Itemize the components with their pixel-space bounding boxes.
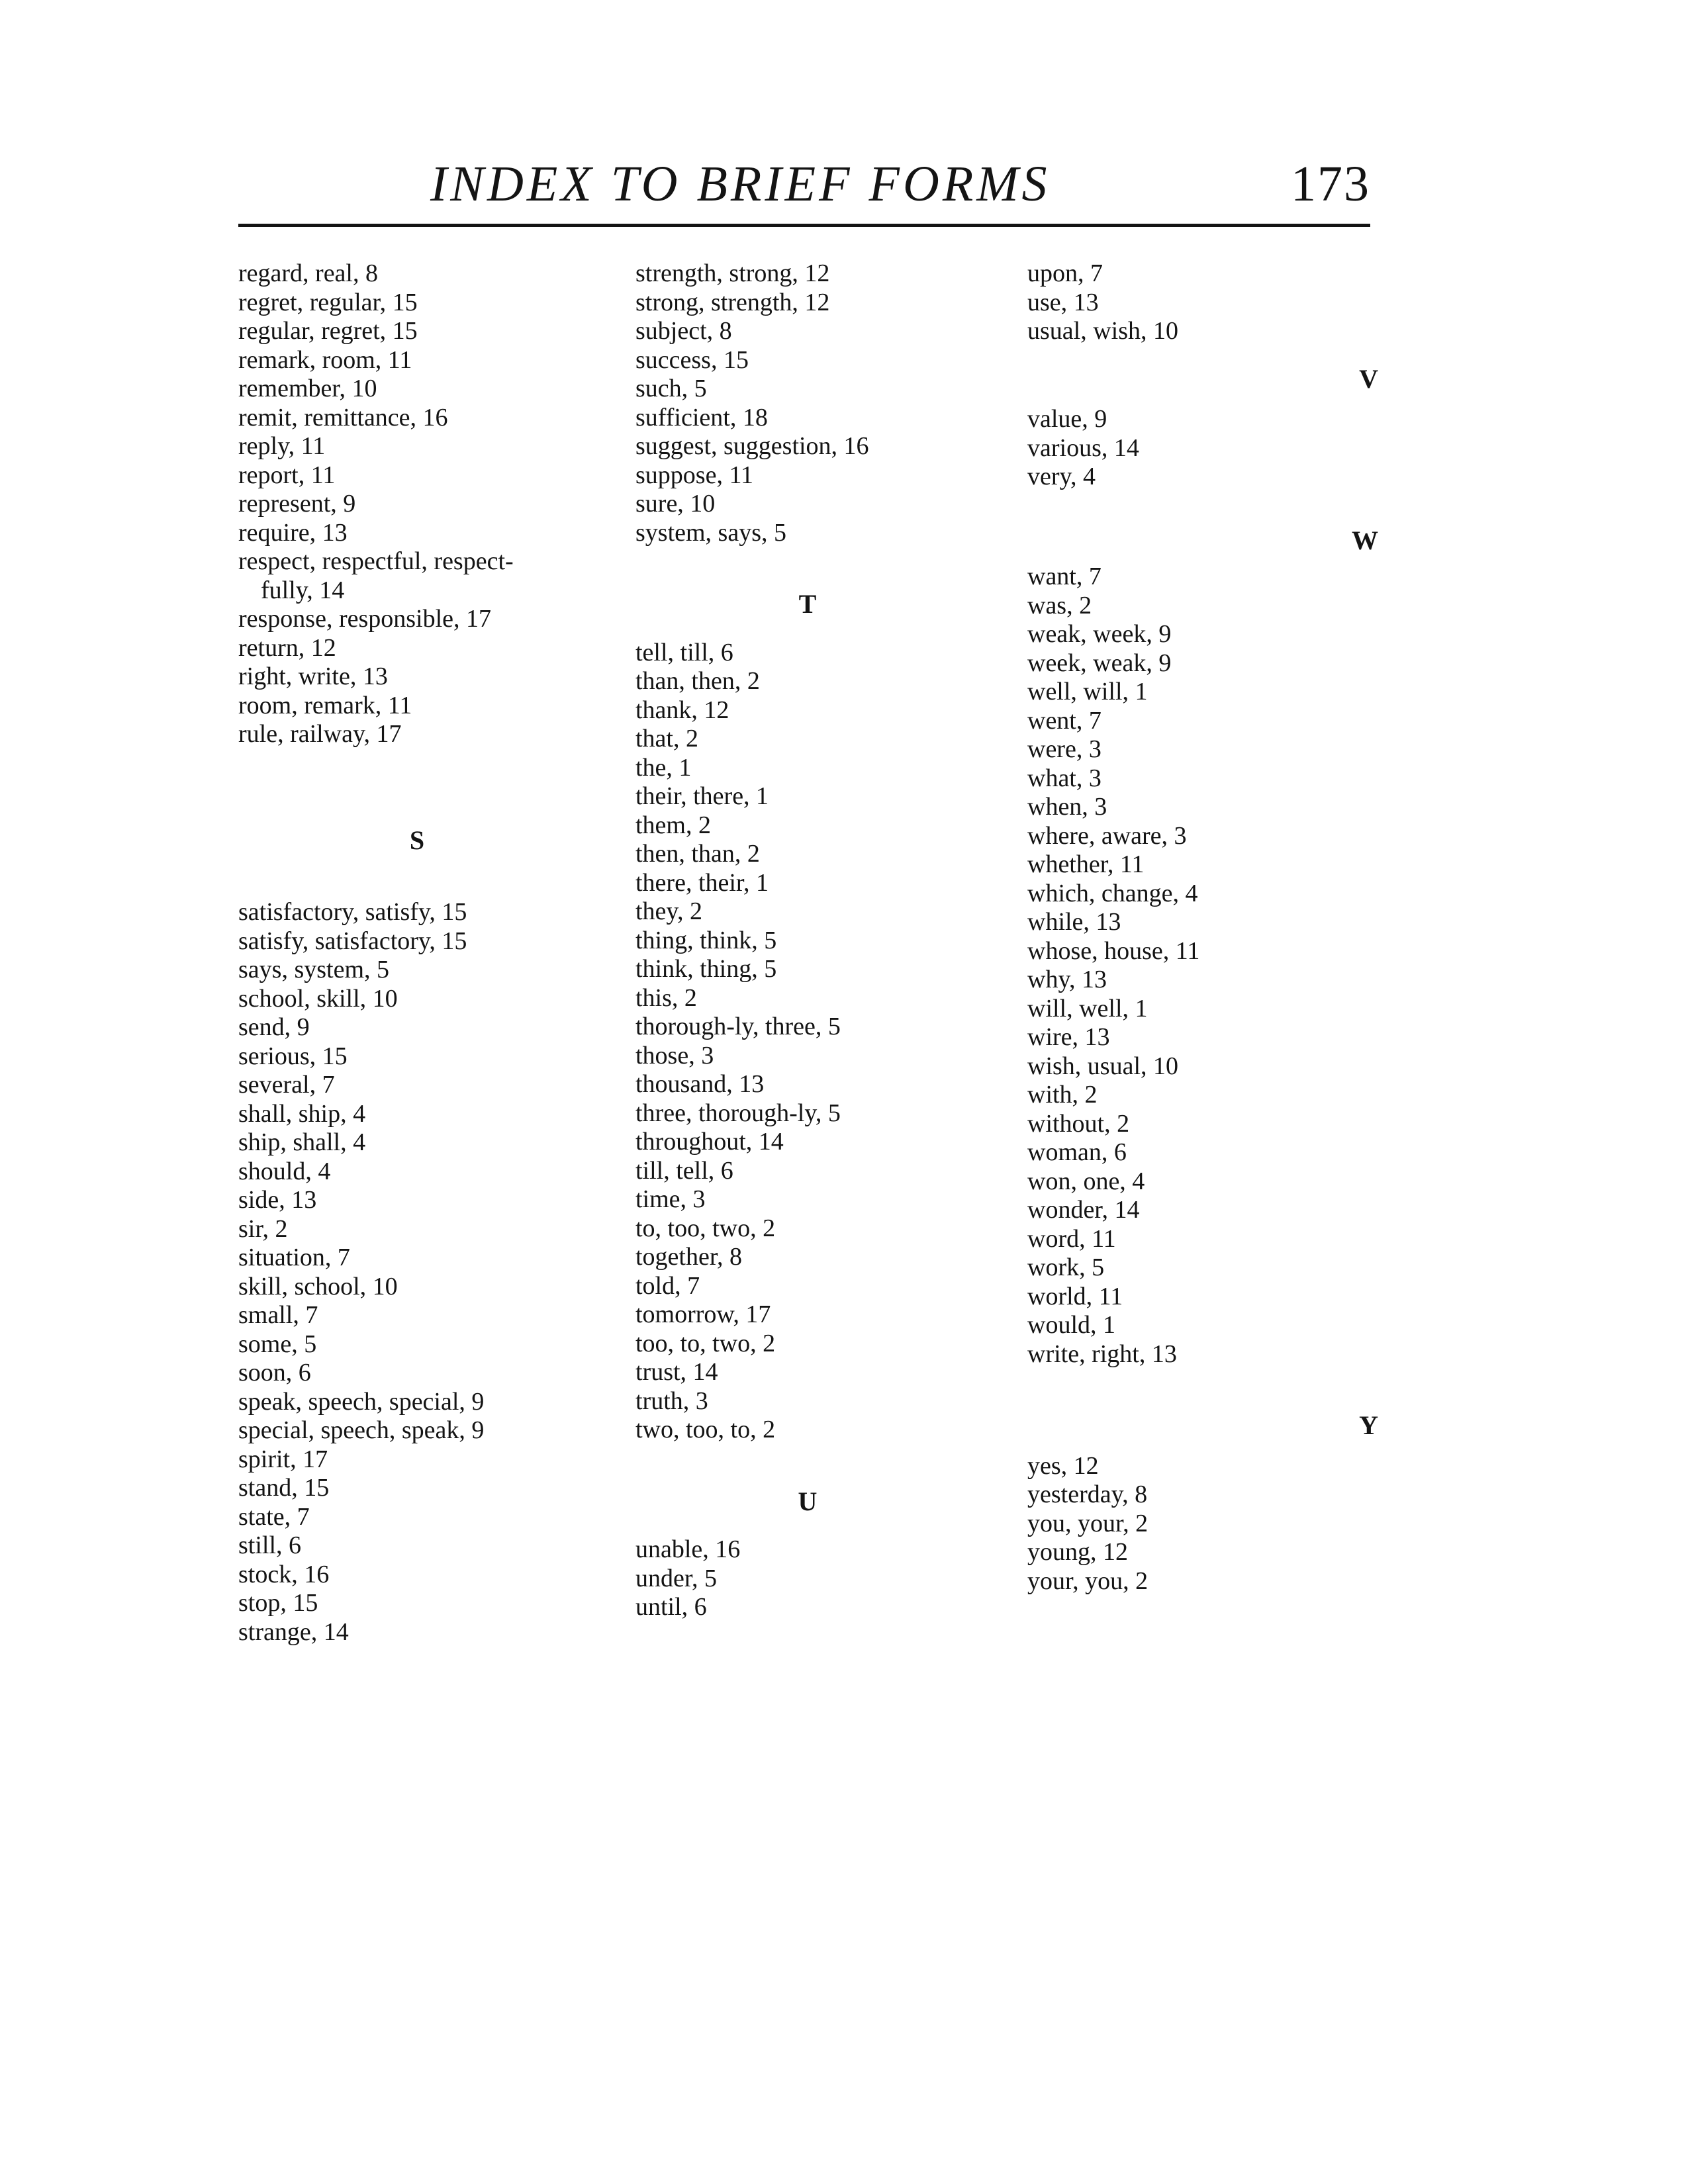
index-entry: special, speech, speak, 9 — [238, 1416, 485, 1444]
index-entry: thousand, 13 — [635, 1070, 765, 1098]
index-entry: them, 2 — [635, 811, 711, 839]
index-entry: thank, 12 — [635, 696, 729, 724]
index-entry: thing, think, 5 — [635, 926, 777, 954]
index-entry: then, than, 2 — [635, 840, 760, 868]
index-entry: represent, 9 — [238, 490, 356, 518]
index-entry: your, you, 2 — [1027, 1567, 1149, 1595]
index-entry: still, 6 — [238, 1531, 302, 1559]
index-entry: would, 1 — [1027, 1311, 1115, 1339]
section-heading-v: V — [1359, 363, 1378, 394]
index-entry: thorough-ly, three, 5 — [635, 1013, 841, 1040]
index-entry: won, one, 4 — [1027, 1167, 1145, 1195]
index-entry: says, system, 5 — [238, 956, 389, 983]
index-entry: with, 2 — [1027, 1081, 1098, 1109]
index-entry: there, their, 1 — [635, 868, 769, 897]
index-entry: without, 2 — [1027, 1109, 1130, 1138]
index-entry: yes, 12 — [1027, 1451, 1099, 1480]
index-entry: the, 1 — [635, 753, 692, 782]
index-entry: wonder, 14 — [1027, 1196, 1140, 1224]
index-entry: stand, 15 — [238, 1474, 330, 1502]
index-entry: told, 7 — [635, 1271, 700, 1300]
index-entry: upon, 7 — [1027, 259, 1103, 287]
index-entry: woman, 6 — [1027, 1138, 1127, 1166]
index-entry: under, 5 — [635, 1564, 717, 1592]
index-entry: to, too, two, 2 — [635, 1214, 776, 1242]
index-entry: suggest, suggestion, 16 — [635, 432, 869, 460]
index-entry: stop, 15 — [238, 1589, 318, 1617]
index-entry: subject, 8 — [635, 317, 732, 345]
index-entry: right, write, 13 — [238, 662, 388, 690]
index-entry: too, to, two, 2 — [635, 1329, 776, 1357]
index-entry: value, 9 — [1027, 405, 1107, 433]
index-entry: think, thing, 5 — [635, 955, 777, 983]
section-heading-y: Y — [1359, 1410, 1378, 1440]
index-entry: two, too, to, 2 — [635, 1416, 776, 1443]
index-entry: week, weak, 9 — [1027, 649, 1172, 677]
index-entry: those, 3 — [635, 1041, 714, 1069]
index-entry: some, 5 — [238, 1330, 317, 1358]
header-rule — [238, 224, 1370, 227]
index-entry: situation, 7 — [238, 1244, 350, 1271]
index-entry: what, 3 — [1027, 764, 1102, 792]
index-entry: stock, 16 — [238, 1560, 330, 1588]
index-entry: that, 2 — [635, 725, 698, 752]
index-entry: until, 6 — [635, 1593, 707, 1621]
index-entry: will, well, 1 — [1027, 994, 1148, 1023]
section-heading-s: S — [409, 825, 425, 855]
index-entry: yesterday, 8 — [1027, 1480, 1148, 1508]
index-entry: response, responsible, 17 — [238, 605, 492, 633]
index-entry: room, remark, 11 — [238, 691, 412, 719]
index-entry: wish, usual, 10 — [1027, 1052, 1178, 1080]
page-title: INDEX TO BRIEF FORMS — [430, 156, 1051, 212]
page-header — [238, 146, 1370, 225]
index-entry: regard, real, 8 — [238, 259, 378, 287]
index-entry: soon, 6 — [238, 1359, 311, 1387]
index-entry: young, 12 — [1027, 1538, 1128, 1566]
index-entry: whether, 11 — [1027, 850, 1145, 878]
index-entry: such, 5 — [635, 375, 707, 402]
index-entry: trust, 14 — [635, 1358, 718, 1386]
section-heading-t: T — [798, 589, 817, 619]
index-entry: went, 7 — [1027, 706, 1102, 735]
index-entry: three, thorough-ly, 5 — [635, 1099, 841, 1127]
index-entry: sir, 2 — [238, 1214, 288, 1243]
index-entry: system, says, 5 — [635, 518, 786, 547]
index-entry: serious, 15 — [238, 1042, 348, 1070]
index-entry: satisfactory, satisfy, 15 — [238, 898, 467, 926]
index-entry: well, will, 1 — [1027, 678, 1148, 705]
index-entry: word, 11 — [1027, 1224, 1116, 1253]
index-entry: various, 14 — [1027, 433, 1139, 462]
index-entry: usual, wish, 10 — [1027, 317, 1178, 345]
index-entry: together, 8 — [635, 1243, 742, 1271]
index-entry: school, skill, 10 — [238, 984, 398, 1013]
index-entry: remit, remittance, 16 — [238, 403, 448, 432]
index-entry: skill, school, 10 — [238, 1272, 398, 1300]
section-heading-w: W — [1352, 525, 1378, 555]
index-entry: throughout, 14 — [635, 1128, 784, 1156]
index-entry-continuation: fully, 14 — [261, 576, 345, 604]
index-entry: truth, 3 — [635, 1387, 708, 1415]
index-entry: satisfy, satisfactory, 15 — [238, 927, 467, 955]
index-entry: work, 5 — [1027, 1253, 1105, 1281]
index-entry: very, 4 — [1027, 463, 1096, 490]
index-entry: regular, regret, 15 — [238, 317, 418, 345]
index-entry: side, 13 — [238, 1186, 317, 1214]
index-entry: this, 2 — [635, 983, 697, 1012]
index-entry: return, 12 — [238, 633, 336, 662]
index-entry: require, 13 — [238, 518, 348, 547]
index-entry: wire, 13 — [1027, 1023, 1110, 1051]
index-entry: want, 7 — [1027, 563, 1102, 590]
index-entry: strong, strength, 12 — [635, 288, 830, 316]
page-number: 173 — [1291, 156, 1370, 212]
index-column-2 — [635, 259, 1006, 1622]
index-entry: where, aware, 3 — [1027, 821, 1187, 850]
index-entry: use, 13 — [1027, 288, 1099, 316]
index-entry: than, then, 2 — [635, 667, 760, 695]
index-entry: tomorrow, 17 — [635, 1300, 771, 1328]
index-entry: suppose, 11 — [635, 461, 754, 489]
index-entry: should, 4 — [238, 1157, 331, 1185]
index-entry: sure, 10 — [635, 490, 716, 518]
index-entry: remember, 10 — [238, 375, 377, 402]
index-entry: you, your, 2 — [1027, 1509, 1149, 1537]
index-entry: weak, week, 9 — [1027, 620, 1172, 648]
index-entry: remark, room, 11 — [238, 345, 412, 374]
index-entry: was, 2 — [1027, 591, 1092, 619]
index-column-1 — [238, 259, 609, 1647]
index-entry: whose, house, 11 — [1027, 936, 1200, 965]
index-entry: ship, shall, 4 — [238, 1128, 366, 1156]
index-entry: respect, respectful, respect- — [238, 547, 514, 575]
index-entry: shall, ship, 4 — [238, 1099, 366, 1128]
index-entry: strange, 14 — [238, 1617, 349, 1646]
index-entry: while, 13 — [1027, 908, 1121, 936]
index-entry: report, 11 — [238, 461, 336, 489]
index-entry: they, 2 — [635, 897, 702, 925]
index-entry: when, 3 — [1027, 793, 1107, 821]
index-entry: success, 15 — [635, 345, 749, 374]
index-entry: why, 13 — [1027, 966, 1107, 993]
index-entry: were, 3 — [1027, 735, 1102, 763]
index-entry: rule, railway, 17 — [238, 720, 402, 748]
index-entry: time, 3 — [635, 1185, 706, 1213]
index-entry: several, 7 — [238, 1071, 335, 1099]
index-entry: their, there, 1 — [635, 782, 769, 810]
index-entry: sufficient, 18 — [635, 403, 768, 432]
index-entry: unable, 16 — [635, 1535, 741, 1563]
index-entry: small, 7 — [238, 1301, 318, 1329]
index-entry: regret, regular, 15 — [238, 288, 418, 316]
index-entry: strength, strong, 12 — [635, 259, 830, 287]
index-entry: write, right, 13 — [1027, 1340, 1177, 1368]
index-entry: state, 7 — [238, 1502, 310, 1531]
index-entry: reply, 11 — [238, 432, 326, 460]
index-entry: world, 11 — [1027, 1282, 1123, 1310]
index-entry: tell, till, 6 — [635, 638, 733, 666]
section-heading-u: U — [798, 1486, 818, 1516]
index-column-3 — [1027, 259, 1378, 1596]
index-entry: send, 9 — [238, 1013, 310, 1041]
index-entry: speak, speech, special, 9 — [238, 1387, 485, 1416]
index-entry: till, tell, 6 — [635, 1156, 733, 1185]
index-entry: spirit, 17 — [238, 1445, 328, 1473]
index-entry: which, change, 4 — [1027, 879, 1198, 907]
